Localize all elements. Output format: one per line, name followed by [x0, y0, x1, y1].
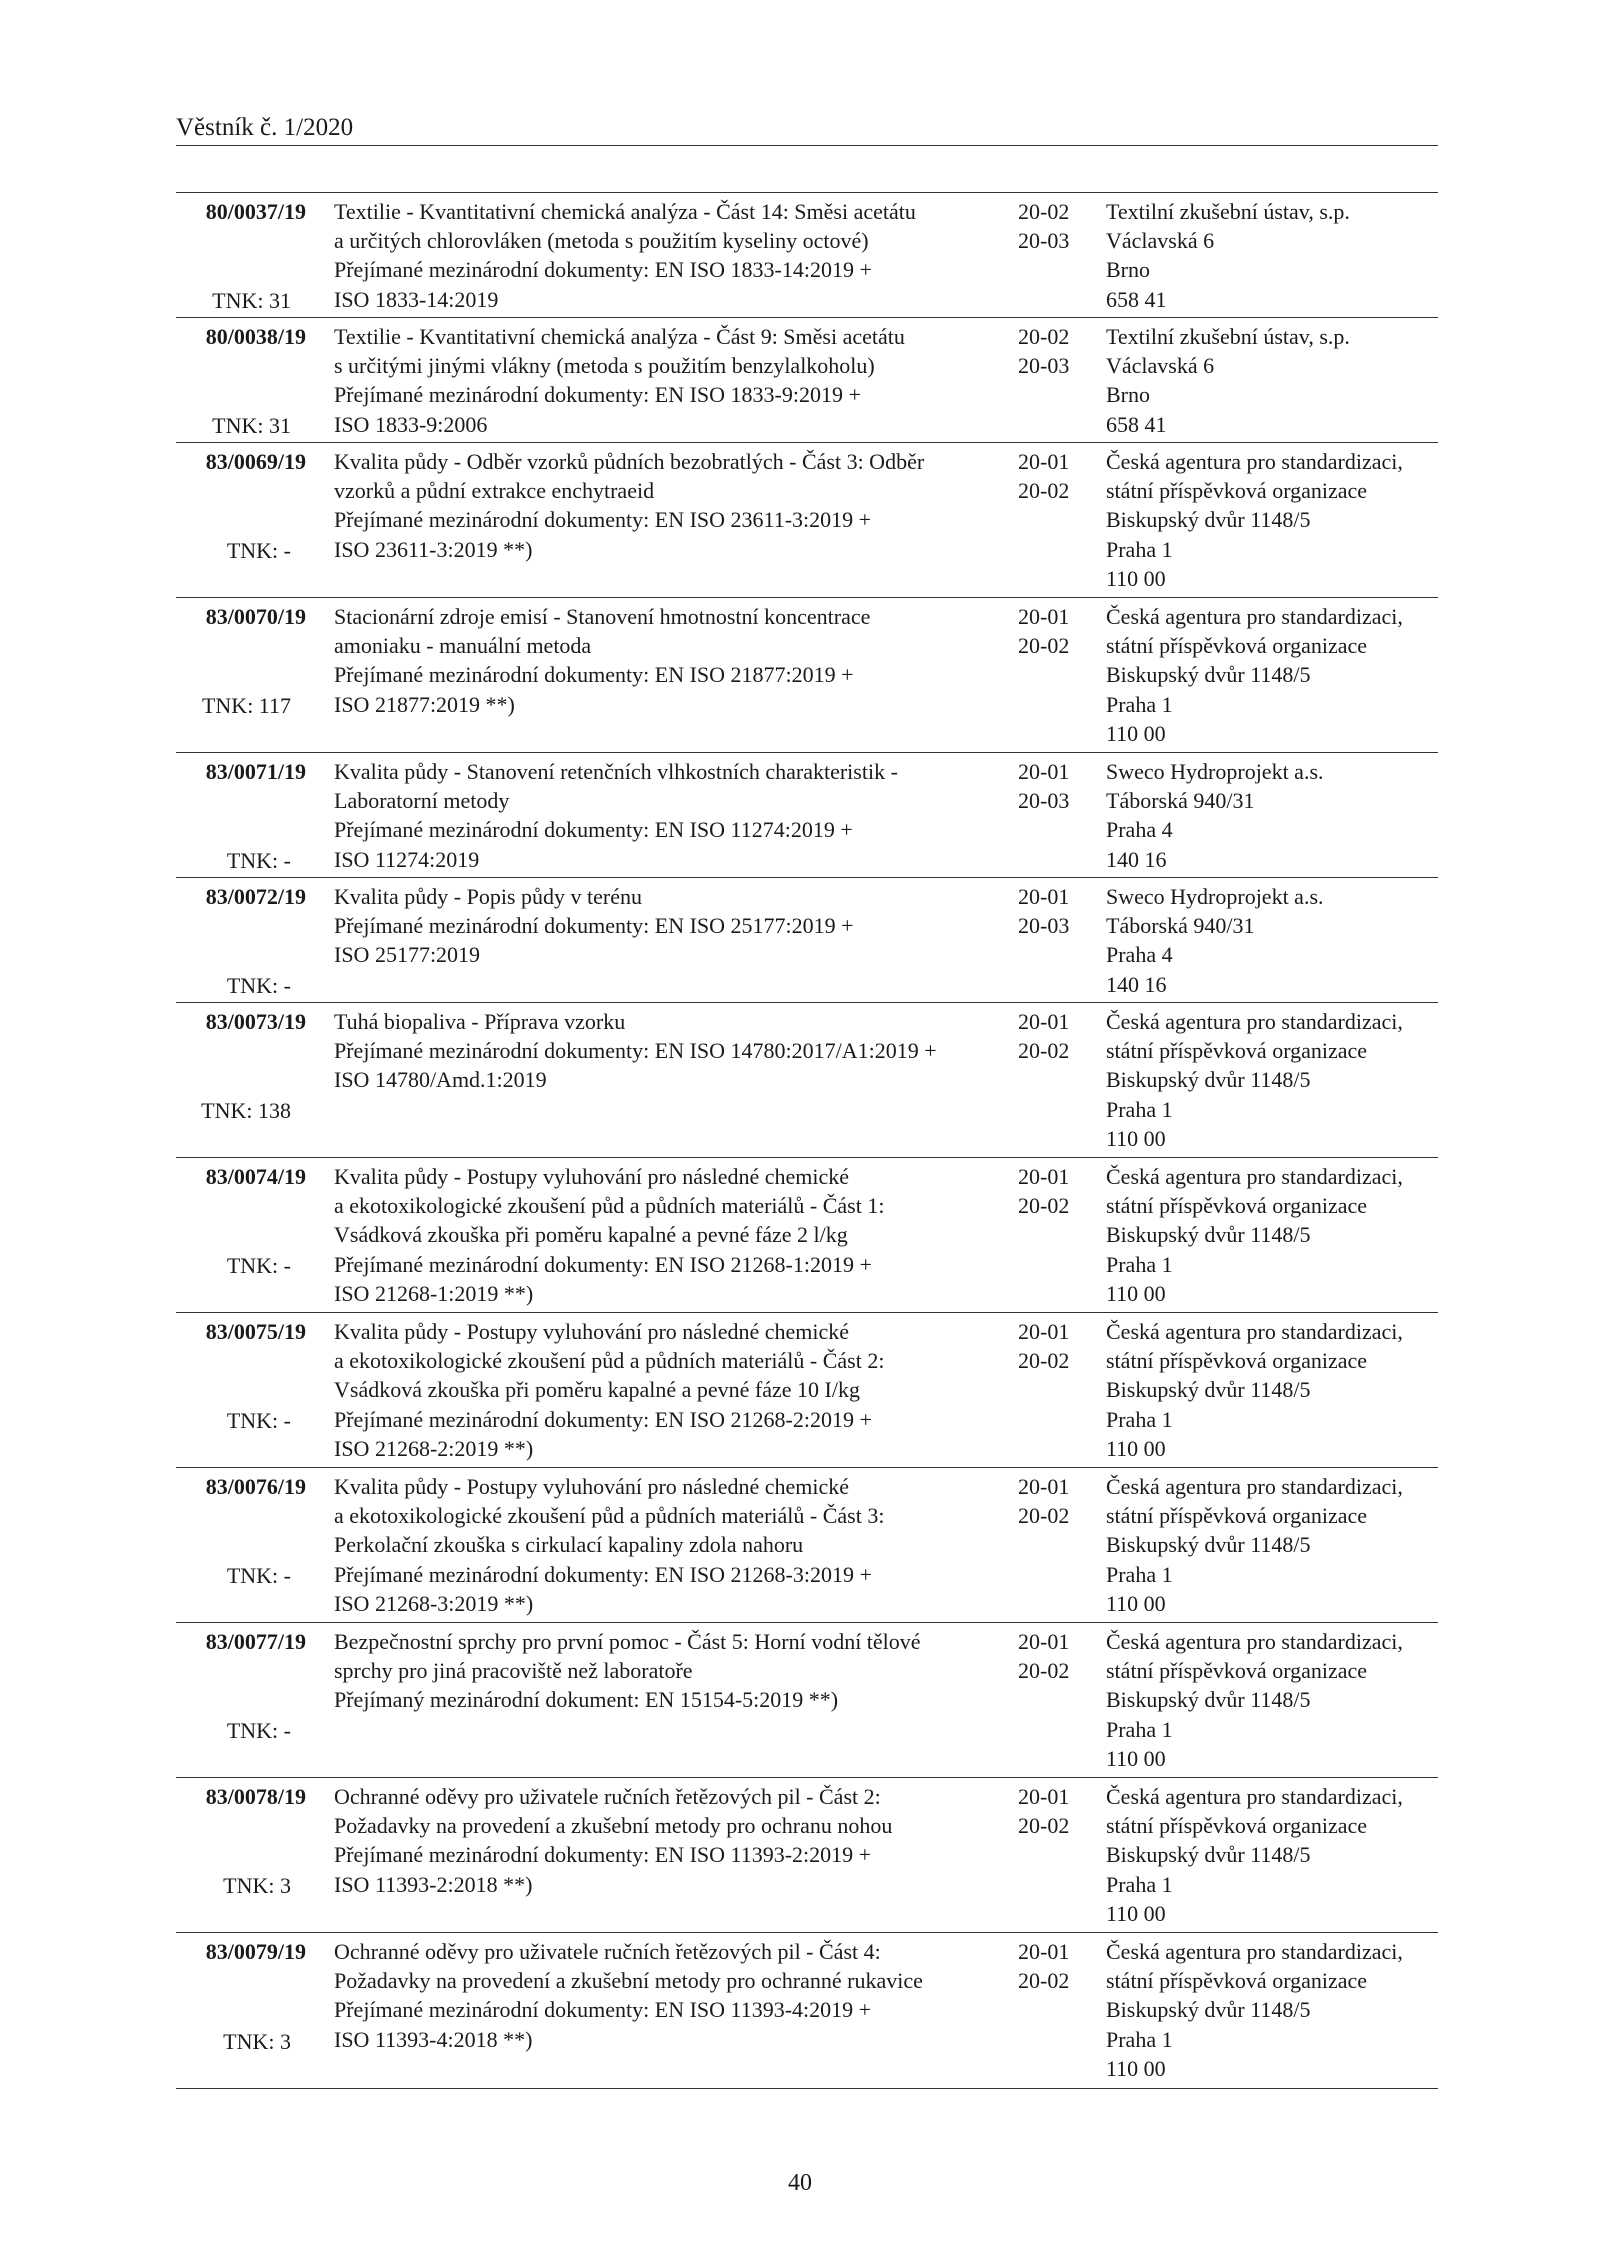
tnk-label: TNK: 117 — [201, 692, 291, 718]
title-line: ISO 11393-2:2018 **) — [334, 1871, 533, 1897]
code-line: 20-01 — [1018, 1629, 1070, 1654]
org-line: Česká agentura pro standardizaci, — [1106, 449, 1403, 474]
category-codes — [1018, 1317, 1098, 1375]
tnk-label: TNK: 31 — [212, 287, 291, 313]
code-line: 20-02 — [1018, 1813, 1070, 1839]
standard-number: 83/0070/19 — [205, 604, 306, 629]
org-line: Biskupský dvůr 1148/5 — [1106, 1377, 1311, 1403]
code-line: 20-02 — [1018, 199, 1070, 224]
org-line: státní příspěvková organizace — [1106, 1968, 1368, 1994]
category-codes — [1018, 1627, 1098, 1685]
code-line: 20-01 — [1018, 449, 1070, 474]
table-row — [176, 1158, 1438, 1313]
org-line: 110 00 — [1106, 565, 1166, 591]
tnk-label: TNK: - — [226, 847, 291, 873]
org-line: Textilní zkušební ústav, s.p. — [1106, 199, 1350, 224]
code-line: 20-01 — [1018, 1319, 1070, 1344]
table-row — [176, 1623, 1438, 1778]
table-row — [176, 1003, 1438, 1158]
title-line: Kvalita půdy - Popis půdy v terénu — [334, 884, 642, 909]
code-line: 20-02 — [1018, 1968, 1070, 1994]
title-line: a ekotoxikologické zkoušení půd a půdních materiálů - Část 2: — [334, 1348, 885, 1374]
org-line: státní příspěvková organizace — [1106, 478, 1368, 504]
table-row — [176, 443, 1438, 598]
code-line: 20-02 — [1018, 324, 1070, 349]
org-line: 110 00 — [1106, 720, 1166, 746]
tnk-label: TNK: 31 — [212, 412, 291, 438]
standard-number: 83/0075/19 — [205, 1319, 306, 1344]
title-line: a určitých chlorovláken (metoda s použitím kyseliny octové) — [334, 228, 869, 254]
org-line: Česká agentura pro standardizaci, — [1106, 1009, 1403, 1034]
tnk-label: TNK: - — [226, 1252, 291, 1278]
title-line: Laboratorní metody — [334, 788, 510, 814]
org-line: Praha 1 — [1106, 1251, 1173, 1277]
table-row — [176, 318, 1438, 443]
category-codes — [1018, 1472, 1098, 1530]
title-line: ISO 23611-3:2019 **) — [334, 536, 533, 562]
title-line: ISO 11274:2019 — [334, 846, 480, 872]
code-line: 20-03 — [1018, 788, 1070, 814]
title-line: ISO 1833-14:2019 — [334, 286, 499, 312]
org-line: Václavská 6 — [1106, 228, 1215, 254]
code-line: 20-01 — [1018, 1164, 1070, 1189]
table-row — [176, 1313, 1438, 1468]
title-line: a ekotoxikologické zkoušení půd a půdních materiálů - Část 1: — [334, 1193, 885, 1219]
title-line: Přejímané mezinárodní dokumenty: EN ISO 21268-3:2019 + — [334, 1561, 872, 1587]
code-line: 20-01 — [1018, 759, 1070, 784]
header-rule — [176, 145, 1438, 146]
standard-number: 83/0072/19 — [205, 884, 306, 909]
code-line: 20-03 — [1018, 228, 1070, 254]
title-line: Kvalita půdy - Stanovení retenčních vlhkostních charakteristik - — [334, 759, 898, 784]
table-row — [176, 1468, 1438, 1623]
title-line: Kvalita půdy - Odběr vzorků půdních bezobratlých - Část 3: Odběr — [334, 449, 925, 474]
org-line: Brno — [1106, 382, 1150, 408]
org-line: Praha 1 — [1106, 536, 1173, 562]
org-line: Praha 1 — [1106, 1406, 1173, 1432]
code-line: 20-01 — [1018, 1784, 1070, 1809]
org-line: státní příspěvková organizace — [1106, 1813, 1368, 1839]
table-row — [176, 753, 1438, 878]
org-line: 110 00 — [1106, 1745, 1166, 1771]
tnk-label: TNK: - — [226, 1717, 291, 1743]
title-line: Kvalita půdy - Postupy vyluhování pro následné chemické — [334, 1164, 850, 1189]
standard-number: 80/0038/19 — [205, 324, 306, 349]
code-line: 20-02 — [1018, 1348, 1070, 1374]
org-line: Brno — [1106, 257, 1150, 283]
category-codes — [1018, 1007, 1098, 1065]
title-line: ISO 14780/Amd.1:2019 — [334, 1067, 547, 1093]
title-line: ISO 21877:2019 **) — [334, 691, 515, 717]
code-line: 20-01 — [1018, 1009, 1070, 1034]
tnk-label: TNK: - — [226, 1407, 291, 1433]
category-codes — [1018, 1937, 1098, 1995]
organization-address — [1106, 882, 1446, 999]
title-line: Přejímané mezinárodní dokumenty: EN ISO 21877:2019 + — [334, 662, 854, 688]
title-line: Požadavky na provedení a zkušební metody pro ochranné rukavice — [334, 1968, 923, 1994]
table-row — [176, 598, 1438, 753]
org-line: Česká agentura pro standardizaci, — [1106, 1319, 1403, 1344]
org-line: Česká agentura pro standardizaci, — [1106, 604, 1403, 629]
standard-number: 83/0077/19 — [205, 1629, 306, 1654]
table-row — [176, 193, 1438, 318]
org-line: 658 41 — [1106, 411, 1167, 437]
org-line: Biskupský dvůr 1148/5 — [1106, 662, 1311, 688]
title-line: Přejímané mezinárodní dokumenty: EN ISO 1833-14:2019 + — [334, 257, 872, 283]
org-line: státní příspěvková organizace — [1106, 1503, 1368, 1529]
category-codes — [1018, 447, 1098, 505]
title-line: Přejímané mezinárodní dokumenty: EN ISO 21268-1:2019 + — [334, 1251, 872, 1277]
title-line: Kvalita půdy - Postupy vyluhování pro následné chemické — [334, 1474, 850, 1499]
org-line: Praha 1 — [1106, 1561, 1173, 1587]
category-codes — [1018, 197, 1098, 255]
title-line: ISO 21268-3:2019 **) — [334, 1590, 534, 1616]
organization-address — [1106, 1007, 1446, 1153]
tnk-label: TNK: - — [226, 972, 291, 998]
tnk-label: TNK: - — [226, 1562, 291, 1588]
title-line: ISO 25177:2019 — [334, 942, 481, 968]
code-line: 20-01 — [1018, 884, 1070, 909]
standard-number: 80/0037/19 — [205, 199, 306, 224]
title-line: Ochranné oděvy pro uživatele ručních řetězových pil - Část 2: — [334, 1784, 881, 1809]
title-line: Přejímaný mezinárodní dokument: EN 15154-5:2019 **) — [334, 1687, 839, 1713]
code-line: 20-01 — [1018, 1939, 1070, 1964]
title-line: vzorků a půdní extrakce enchytraeid — [334, 478, 655, 504]
standard-number: 83/0069/19 — [205, 449, 306, 474]
org-line: Praha 1 — [1106, 1716, 1173, 1742]
org-line: Táborská 940/31 — [1106, 788, 1255, 814]
title-line: Textilie - Kvantitativní chemická analýza - Část 14: Směsi acetátu — [334, 199, 916, 224]
table-row — [176, 1933, 1438, 2088]
org-line: Praha 1 — [1106, 2026, 1173, 2052]
code-line: 20-03 — [1018, 913, 1070, 939]
title-line: Bezpečnostní sprchy pro první pomoc - Část 5: Horní vodní tělové — [334, 1629, 921, 1654]
title-line: sprchy pro jiná pracoviště než laboratoře — [334, 1658, 693, 1684]
org-line: 110 00 — [1106, 1435, 1166, 1461]
title-line: Přejímané mezinárodní dokumenty: EN ISO 25177:2019 + — [334, 913, 854, 939]
title-line: Přejímané mezinárodní dokumenty: EN ISO 11393-4:2019 + — [334, 1997, 872, 2023]
title-line: ISO 11393-4:2018 **) — [334, 2026, 533, 2052]
org-line: 140 16 — [1106, 971, 1167, 997]
organization-address — [1106, 197, 1446, 314]
title-line: Kvalita půdy - Postupy vyluhování pro následné chemické — [334, 1319, 850, 1344]
standard-number: 83/0074/19 — [205, 1164, 306, 1189]
code-line: 20-02 — [1018, 1658, 1070, 1684]
title-line: Přejímané mezinárodní dokumenty: EN ISO 23611-3:2019 + — [334, 507, 872, 533]
org-line: státní příspěvková organizace — [1106, 1038, 1368, 1064]
code-line: 20-02 — [1018, 1503, 1070, 1529]
organization-address — [1106, 1627, 1446, 1773]
title-line: a ekotoxikologické zkoušení půd a půdních materiálů - Část 3: — [334, 1503, 885, 1529]
code-line: 20-01 — [1018, 1474, 1070, 1499]
org-line: Sweco Hydroprojekt a.s. — [1106, 759, 1324, 784]
category-codes — [1018, 882, 1098, 940]
tnk-label: TNK: 138 — [201, 1097, 291, 1123]
category-codes — [1018, 757, 1098, 815]
tnk-label: TNK: 3 — [223, 2028, 291, 2054]
code-line: 20-03 — [1018, 353, 1070, 379]
standards-table — [176, 192, 1438, 2089]
organization-address — [1106, 757, 1446, 874]
org-line: Česká agentura pro standardizaci, — [1106, 1629, 1403, 1654]
org-line: Česká agentura pro standardizaci, — [1106, 1474, 1403, 1499]
org-line: 110 00 — [1106, 2055, 1166, 2081]
org-line: státní příspěvková organizace — [1106, 633, 1368, 659]
title-line: s určitými jinými vlákny (metoda s použitím benzylalkoholu) — [334, 353, 875, 379]
title-line: ISO 21268-1:2019 **) — [334, 1280, 534, 1306]
org-line: státní příspěvková organizace — [1106, 1348, 1368, 1374]
organization-address — [1106, 447, 1446, 593]
standard-number: 83/0071/19 — [205, 759, 306, 784]
category-codes — [1018, 602, 1098, 660]
code-line: 20-02 — [1018, 1193, 1070, 1219]
org-line: Praha 4 — [1106, 942, 1173, 968]
table-row — [176, 878, 1438, 1003]
title-line: Stacionární zdroje emisí - Stanovení hmotnostní koncentrace — [334, 604, 871, 629]
org-line: Biskupský dvůr 1148/5 — [1106, 1532, 1311, 1558]
title-line: Perkolační zkouška s cirkulací kapaliny zdola nahoru — [334, 1532, 804, 1558]
org-line: Česká agentura pro standardizaci, — [1106, 1784, 1403, 1809]
organization-address — [1106, 1472, 1446, 1618]
org-line: Praha 1 — [1106, 691, 1173, 717]
organization-address — [1106, 602, 1446, 748]
title-line: Přejímané mezinárodní dokumenty: EN ISO 21268-2:2019 + — [334, 1406, 872, 1432]
code-line: 20-02 — [1018, 633, 1070, 659]
tnk-label: TNK: - — [226, 537, 291, 563]
org-line: 110 00 — [1106, 1280, 1166, 1306]
org-line: Biskupský dvůr 1148/5 — [1106, 1067, 1311, 1093]
title-line: Vsádková zkouška při poměru kapalné a pevné fáze 10 I/kg — [334, 1377, 860, 1403]
org-line: Biskupský dvůr 1148/5 — [1106, 1997, 1311, 2023]
org-line: státní příspěvková organizace — [1106, 1193, 1368, 1219]
org-line: Česká agentura pro standardizaci, — [1106, 1939, 1403, 1964]
organization-address — [1106, 1162, 1446, 1308]
page-number: 40 — [788, 2170, 812, 2196]
title-line: ISO 21268-2:2019 **) — [334, 1435, 534, 1461]
page-header-title: Věstník č. 1/2020 — [176, 114, 354, 141]
org-line: Táborská 940/31 — [1106, 913, 1255, 939]
code-line: 20-01 — [1018, 604, 1070, 629]
title-line: Přejímané mezinárodní dokumenty: EN ISO 11274:2019 + — [334, 817, 853, 843]
org-line: Česká agentura pro standardizaci, — [1106, 1164, 1403, 1189]
org-line: Praha 4 — [1106, 817, 1173, 843]
standard-number: 83/0076/19 — [205, 1474, 306, 1499]
table-row — [176, 1778, 1438, 1933]
organization-address — [1106, 1937, 1446, 2083]
title-line: Vsádková zkouška při poměru kapalné a pevné fáze 2 l/kg — [334, 1222, 848, 1248]
org-line: Biskupský dvůr 1148/5 — [1106, 507, 1311, 533]
org-line: 110 00 — [1106, 1900, 1166, 1926]
title-line: Ochranné oděvy pro uživatele ručních řetězových pil - Část 4: — [334, 1939, 881, 1964]
org-line: Textilní zkušební ústav, s.p. — [1106, 324, 1350, 349]
organization-address — [1106, 322, 1446, 439]
category-codes — [1018, 1782, 1098, 1840]
title-line: Požadavky na provedení a zkušební metody pro ochranu nohou — [334, 1813, 893, 1839]
title-line: ISO 1833-9:2006 — [334, 411, 488, 437]
org-line: Praha 1 — [1106, 1871, 1173, 1897]
standard-number: 83/0078/19 — [205, 1784, 306, 1809]
title-line: Textilie - Kvantitativní chemická analýza - Část 9: Směsi acetátu — [334, 324, 905, 349]
category-codes — [1018, 322, 1098, 380]
category-codes — [1018, 1162, 1098, 1220]
title-line: amoniaku - manuální metoda — [334, 633, 592, 659]
org-line: 110 00 — [1106, 1590, 1166, 1616]
title-line: Tuhá biopaliva - Příprava vzorku — [334, 1009, 626, 1034]
title-line: Přejímané mezinárodní dokumenty: EN ISO 11393-2:2019 + — [334, 1842, 872, 1868]
org-line: Biskupský dvůr 1148/5 — [1106, 1842, 1311, 1868]
title-line: Přejímané mezinárodní dokumenty: EN ISO 14780:2017/A1:2019 + — [334, 1038, 937, 1064]
title-line: Přejímané mezinárodní dokumenty: EN ISO 1833-9:2019 + — [334, 382, 861, 408]
org-line: státní příspěvková organizace — [1106, 1658, 1368, 1684]
org-line: 110 00 — [1106, 1125, 1166, 1151]
organization-address — [1106, 1782, 1446, 1928]
code-line: 20-02 — [1018, 478, 1070, 504]
org-line: Václavská 6 — [1106, 353, 1215, 379]
code-line: 20-02 — [1018, 1038, 1070, 1064]
org-line: 658 41 — [1106, 286, 1167, 312]
org-line: Praha 1 — [1106, 1096, 1173, 1122]
org-line: Sweco Hydroprojekt a.s. — [1106, 884, 1324, 909]
org-line: 140 16 — [1106, 846, 1167, 872]
tnk-label: TNK: 3 — [223, 1872, 291, 1898]
org-line: Biskupský dvůr 1148/5 — [1106, 1687, 1311, 1713]
organization-address — [1106, 1317, 1446, 1463]
standard-number: 83/0079/19 — [205, 1939, 306, 1964]
org-line: Biskupský dvůr 1148/5 — [1106, 1222, 1311, 1248]
standard-number: 83/0073/19 — [205, 1009, 306, 1034]
